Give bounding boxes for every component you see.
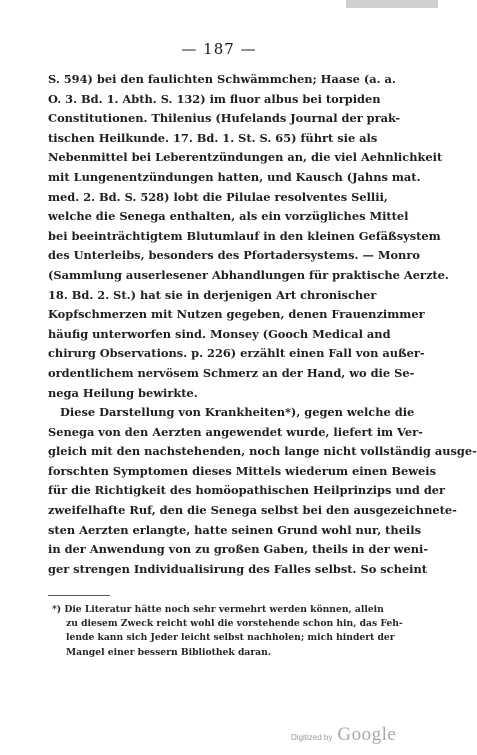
footnote-line: *) Die Literatur hätte noch sehr vermehrt werden können, allein [52, 604, 384, 615]
text-line: bei beeinträchtigtem Blutumlauf in den kleinen Gefäßsystem [48, 228, 441, 243]
text-line: ger strengen Individualisirung des Falles selbst. So scheint [48, 561, 428, 576]
text-line: O. 3. Bd. 1. Abth. S. 132) im fluor albus bei torpiden [48, 91, 381, 106]
text-line: Nebenmittel bei Leberentzündungen an, die viel Aehnlichkeit [48, 150, 443, 165]
text-line: tischen Heilkunde. 17. Bd. 1. St. S. 65) führt sie als [48, 130, 378, 145]
digitized-by-google-watermark [291, 724, 396, 746]
google-logo: Google [337, 724, 397, 745]
text-line: ordentlichem nervösem Schmerz an der Hand, wo die Se- [48, 365, 415, 380]
text-line: in der Anwendung von zu großen Gaben, theils in der weni- [48, 542, 429, 557]
page-number: — 187 — [181, 40, 257, 58]
text-line: (Sammlung auserlesener Abhandlungen für praktische Aerzte. [48, 267, 449, 282]
paragraph-first-line: Diese Darstellung von Krankheiten*), gegen welche die [60, 405, 415, 420]
text-line: forschten Symptomen dieses Mittels wiederum einen Beweis [48, 463, 437, 478]
text-line: 18. Bd. 2. St.) hat sie in derjenigen Art chronischer [48, 287, 377, 302]
footnote-line: lende kann sich Jeder leicht selbst nachholen; mich hindert der [66, 632, 395, 644]
text-line: Kopfschmerzen mit Nutzen gegeben, denen Frauenzimmer [48, 307, 425, 322]
footnote-divider [48, 595, 110, 596]
text-line: med. 2. Bd. S. 528) lobt die Pilulae resolventes Sellii, [48, 189, 388, 204]
text-line: chirurg Observations. p. 226) erzählt einen Fall von außer- [48, 346, 425, 361]
text-line: mit Lungenentzündungen hatten, und Kausch (Jahns mat. [48, 169, 421, 184]
paragraph-last-line: nega Heilung bewirkte. [48, 385, 198, 400]
text-line: sten Aerzten erlangte, hatte seinen Grund wohl nur, theils [48, 522, 422, 537]
text-line: häufig unterworfen sind. Monsey (Gooch Medical and [48, 326, 391, 341]
watermark-prefix: Digitized by [291, 733, 333, 742]
text-line: Constitutionen. Thilenius (Hufelands Journal der prak- [48, 111, 401, 126]
text-line: Senega von den Aerzten angewendet wurde, liefert im Ver- [48, 424, 423, 439]
page-edge-mark [346, 0, 438, 8]
text-line: S. 594) bei den faulichten Schwämmchen; Haase (a. a. [48, 72, 396, 86]
text-line: für die Richtigkeit des homöopathischen Heilprinzips und der [48, 483, 446, 498]
body-text [48, 70, 477, 579]
footnote-line: Mangel einer bessern Bibliothek daran. [66, 646, 272, 658]
text-line: des Unterleibs, besonders des Pfortadersystems. — Monro [48, 248, 420, 263]
text-line: gleich mit den nachstehenden, noch lange nicht vollständig ausge- [48, 444, 477, 459]
text-line: zweifelhafte Ruf, den die Senega selbst bei den ausgezeichnete- [48, 503, 457, 518]
footnote-line: zu diesem Zweck reicht wohl die vorstehende schon hin, das Feh- [66, 618, 403, 630]
text-line: welche die Senega enthalten, als ein vorzügliches Mittel [48, 209, 409, 224]
footnote [52, 603, 403, 660]
